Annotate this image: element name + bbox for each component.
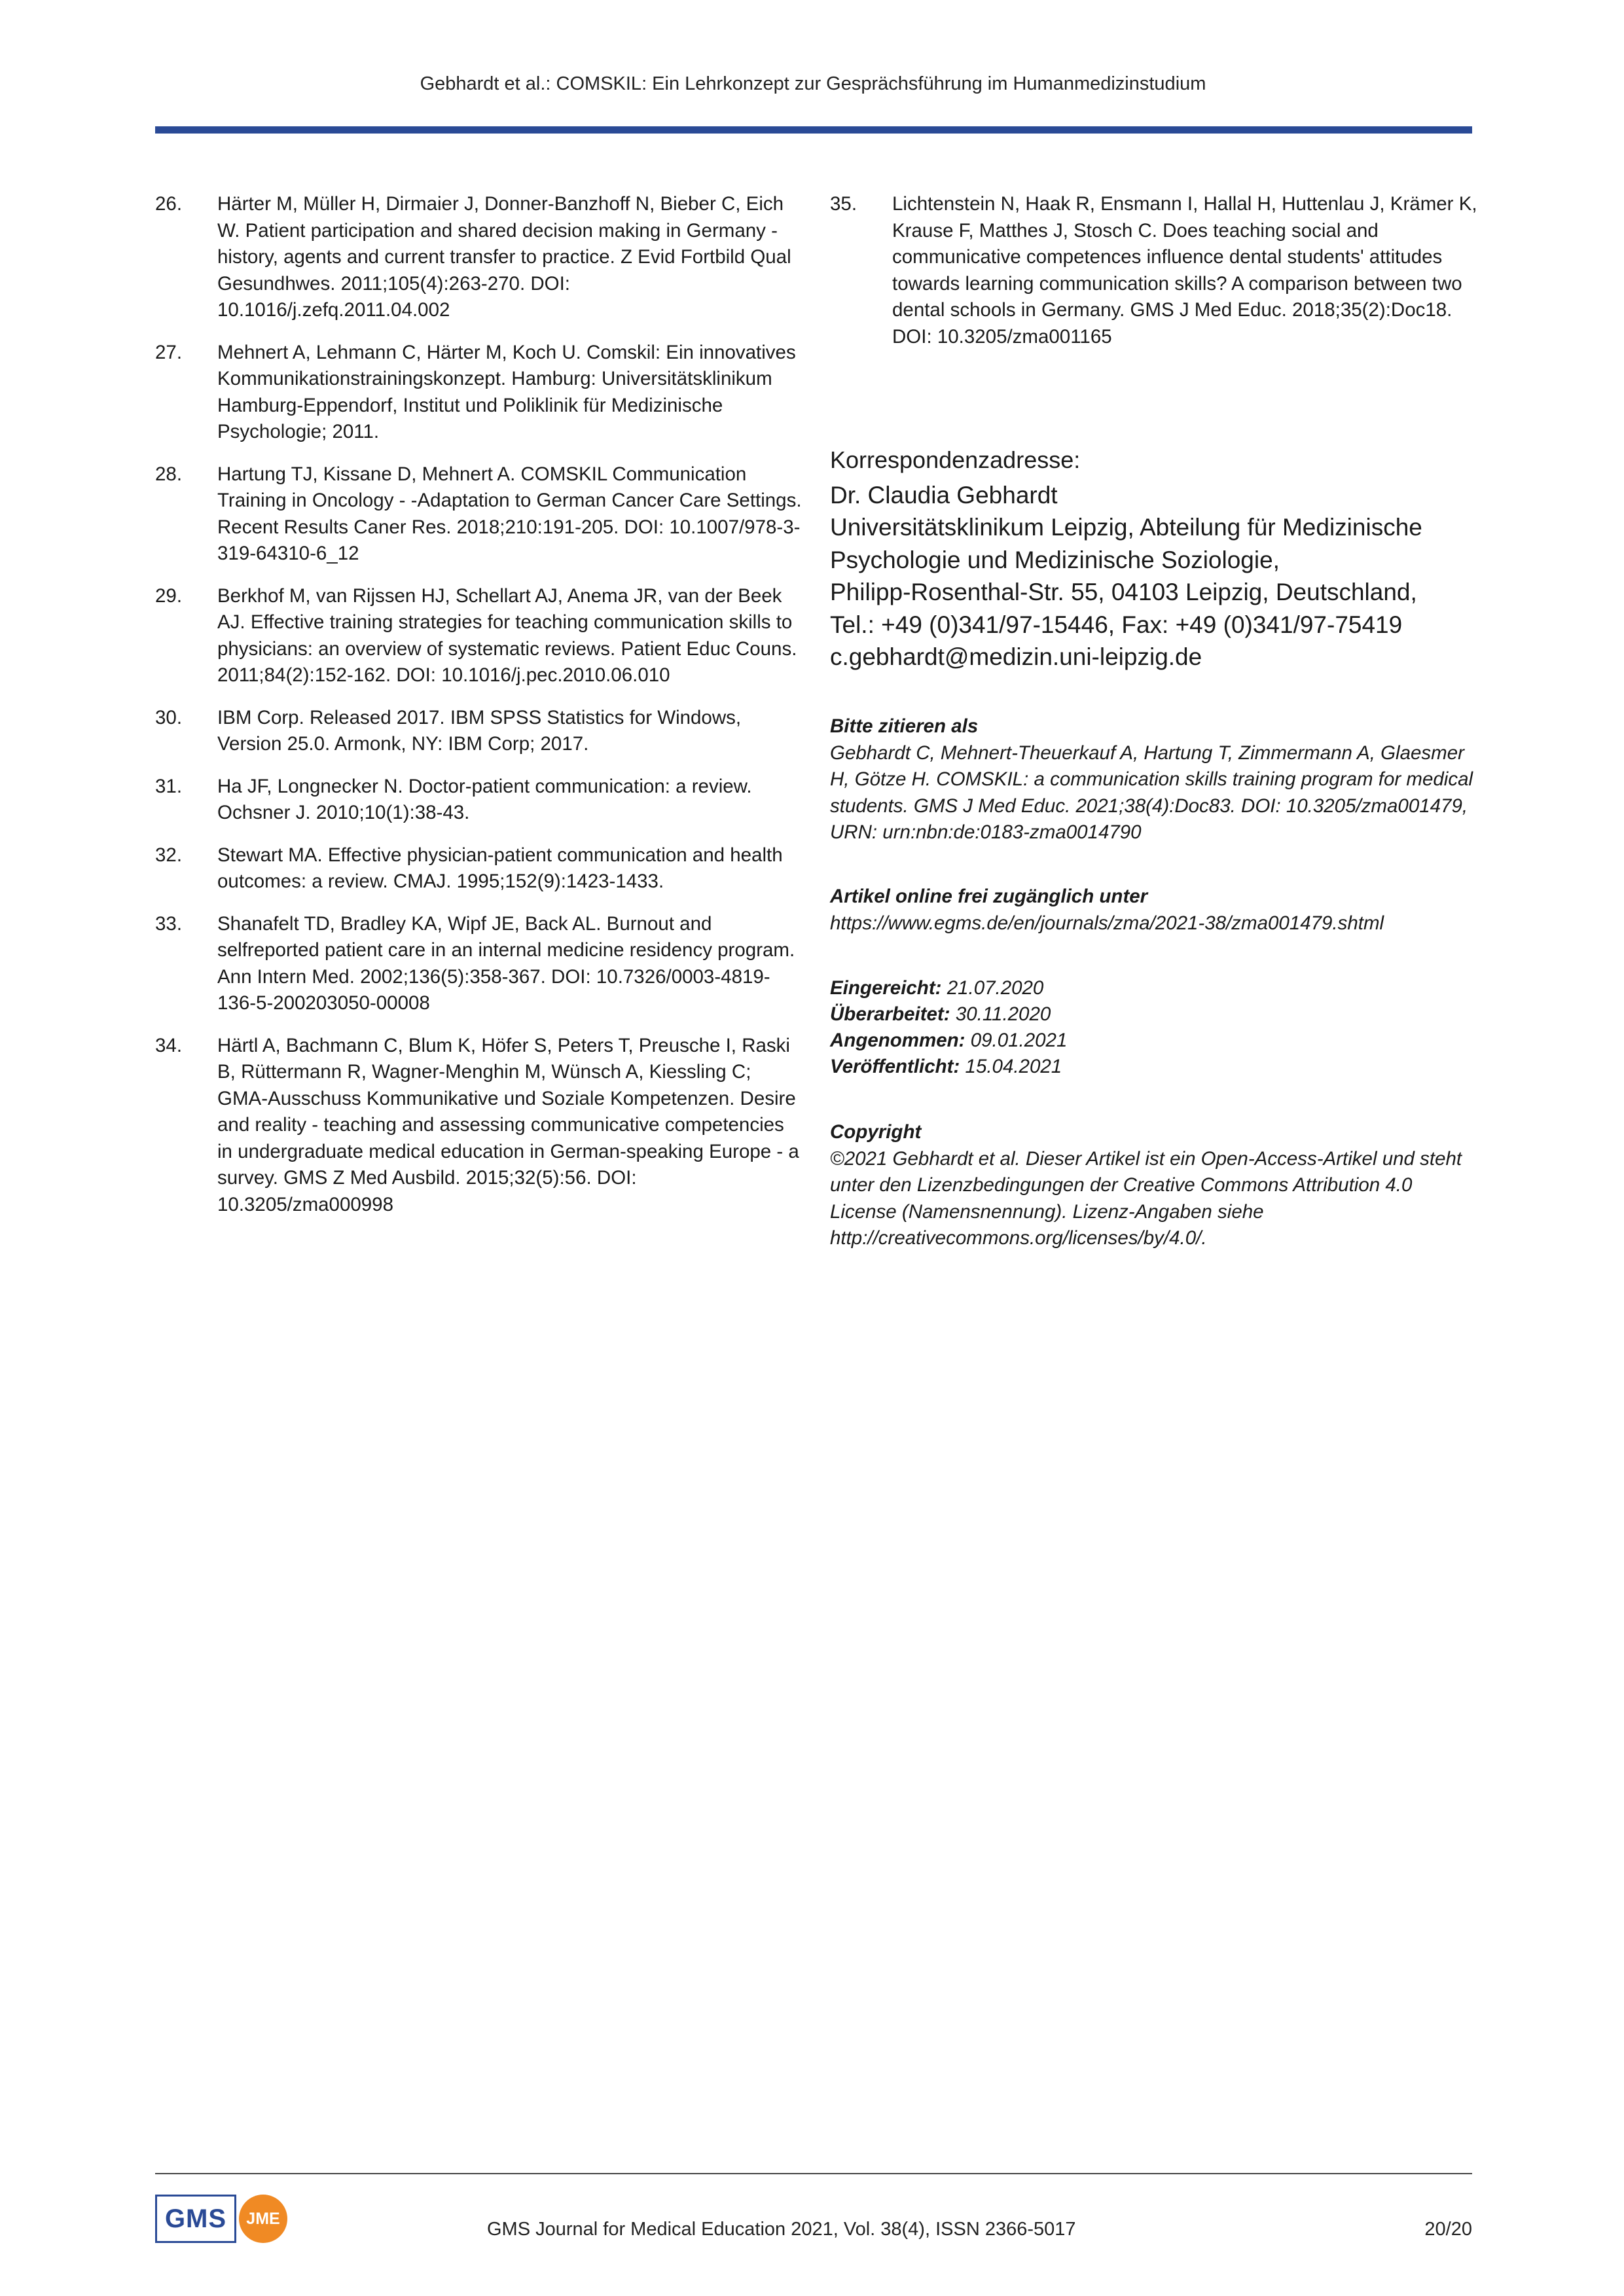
correspondence-line: Universitätsklinikum Leipzig, Abteilung für Medizinische	[830, 514, 1422, 541]
correspondence-line: Philipp-Rosenthal-Str. 55, 04103 Leipzig, Deutschland,	[830, 579, 1417, 605]
copyright-label: Copyright	[830, 1121, 922, 1143]
reference-number: 33.	[155, 912, 183, 935]
gms-logo: GMS	[155, 2195, 236, 2243]
correspondence-block	[830, 444, 1478, 673]
reference-text: Ha JF, Longnecker N. Doctor-patient communication: a review. Ochsner J. 2010;10(1):38-43.	[217, 775, 752, 823]
reference-number: 29.	[155, 584, 183, 607]
correspondence-title: Korrespondenzadresse:	[830, 446, 1081, 473]
footer-journal: GMS Journal for Medical Education 2021, Vol. 38(4), ISSN 2366-5017	[487, 2219, 1076, 2240]
dates-block	[830, 975, 1478, 1080]
reference-number: 27.	[155, 341, 183, 363]
reference-item	[155, 461, 803, 567]
reference-item	[155, 774, 803, 827]
reference-number: 28.	[155, 463, 183, 485]
references-left-column	[155, 191, 803, 1234]
date-accepted: Angenommen: 09.01.2021	[830, 1030, 1068, 1051]
copyright-text: ©2021 Gebhardt et al. Dieser Artikel ist ein Open-Access-Artikel und steht unter den Lizenzbedingungen der Creative Commons Attribution 4.0 License (Namensnennung). Lizenz-Angaben siehe http://creativecommons.org/licenses/by/4.0/.	[830, 1147, 1462, 1249]
reference-text: Lichtenstein N, Haak R, Ensmann I, Hallal H, Huttenlau J, Krämer K, Krause F, Matthes J, Stosch C. Does teaching social and communicative competences influence dental students' attitudes towards learning communication skills? A comparison between two dental schools in Germany. GMS J Med Educ. 2018;35(2):Doc18. DOI: 10.3205/zma001165	[892, 193, 1477, 348]
reference-number: 34.	[155, 1034, 183, 1056]
reference-text: Stewart MA. Effective physician-patient communication and health outcomes: a review. CMAJ. 1995;152(9):1423-1433.	[217, 844, 783, 892]
date-revised: Überarbeitet: 30.11.2020	[830, 1003, 1051, 1025]
citation-label: Bitte zitieren als	[830, 715, 979, 737]
reference-text: Härtl A, Bachmann C, Blum K, Höfer S, Peters T, Preusche I, Raski B, Rüttermann R, Wagner-Menghin M, Wünsch A, Kiessling C; GMA-Ausschuss Kommunikative und Soziale Kompetenzen. Desire and reality - teaching and assessing communicative competencies in undergraduate medical education in German-speaking Europe - a survey. GMS Z Med Ausbild. 2015;32(5):56. DOI: 10.3205/zma000998	[217, 1034, 799, 1215]
reference-text: Mehnert A, Lehmann C, Härter M, Koch U. Comskil: Ein innovatives Kommunikationstrainingskonzept. Hamburg: Universitätsklinikum Hamburg-Eppendorf, Institut und Poliklinik für Medizinische Psychologie; 2011.	[217, 341, 796, 442]
header-rule	[155, 126, 1472, 134]
references-right-column	[830, 191, 1478, 366]
reference-text: Härter M, Müller H, Dirmaier J, Donner-Banzhoff N, Bieber C, Eich W. Patient participation and shared decision making in Germany - history, agents and current transfer to practice. Z Evid Fortbild Qual Gesundhwes. 2011;105(4):263-270. DOI: 10.1016/j.zefq.2011.04.002	[217, 193, 791, 321]
reference-item	[155, 583, 803, 689]
jme-logo: JME	[239, 2195, 287, 2243]
copyright-block	[830, 1119, 1478, 1252]
correspondence-line: Tel.: +49 (0)341/97-15446, Fax: +49 (0)341/97-75419	[830, 611, 1403, 638]
online-access-block	[830, 884, 1478, 937]
reference-item	[155, 911, 803, 1017]
reference-item	[155, 705, 803, 758]
reference-text: Hartung TJ, Kissane D, Mehnert A. COMSKIL Communication Training in Oncology - -Adaptation to German Cancer Care Settings. Recent Results Caner Res. 2018;210:191-205. DOI: 10.1007/978-3-319-64310-6_12	[217, 463, 802, 564]
reference-number: 31.	[155, 775, 183, 797]
reference-number: 32.	[155, 844, 183, 866]
online-url[interactable]: https://www.egms.de/en/journals/zma/2021-38/zma001479.shtml	[830, 912, 1384, 934]
date-received: Eingereicht: 21.07.2020	[830, 977, 1044, 999]
reference-number: 35.	[830, 193, 857, 215]
reference-text: Berkhof M, van Rijssen HJ, Schellart AJ, Anema JR, van der Beek AJ. Effective training strategies for teaching communication skills to physicians: an overview of systematic reviews. Patient Educ Couns. 2011;84(2):152-162. DOI: 10.1016/j.pec.2010.06.010	[217, 584, 797, 686]
reference-item	[830, 191, 1478, 350]
citation-block	[830, 713, 1478, 846]
correspondence-email[interactable]: c.gebhardt@medizin.uni-leipzig.de	[830, 643, 1202, 670]
reference-number: 26.	[155, 193, 183, 215]
reference-item	[155, 842, 803, 895]
reference-item	[155, 340, 803, 446]
correspondence-name: Dr. Claudia Gebhardt	[830, 481, 1058, 509]
online-label: Artikel online frei zugänglich unter	[830, 886, 1148, 907]
citation-text: Gebhardt C, Mehnert-Theuerkauf A, Hartung T, Zimmermann A, Glaesmer H, Götze H. COMSKIL: a communication skills training program for medical students. GMS J Med Educ. 2021;38(4):Doc83. DOI: 10.3205/zma001479, URN: urn:nbn:de:0183-zma0014790	[830, 742, 1473, 843]
reference-text: Shanafelt TD, Bradley KA, Wipf JE, Back AL. Burnout and selfreported patient care in an internal medicine residency program. Ann Intern Med. 2002;136(5):358-367. DOI: 10.7326/0003-4819-136-5-200203050-00008	[217, 912, 795, 1014]
reference-number: 30.	[155, 706, 183, 728]
reference-text: IBM Corp. Released 2017. IBM SPSS Statistics for Windows, Version 25.0. Armonk, NY: IBM Corp; 2017.	[217, 706, 742, 755]
footer-rule	[155, 2173, 1472, 2174]
page-number: 20/20	[1424, 2219, 1472, 2240]
correspondence-line: Psychologie und Medizinische Soziologie,	[830, 546, 1280, 573]
reference-item	[155, 1033, 803, 1219]
running-header: Gebhardt et al.: COMSKIL: Ein Lehrkonzept zur Gesprächsführung im Humanmedizinstudium	[420, 73, 1206, 94]
gms-jme-logo	[155, 2193, 287, 2245]
reference-item	[155, 191, 803, 324]
date-published: Veröffentlicht: 15.04.2021	[830, 1056, 1062, 1077]
